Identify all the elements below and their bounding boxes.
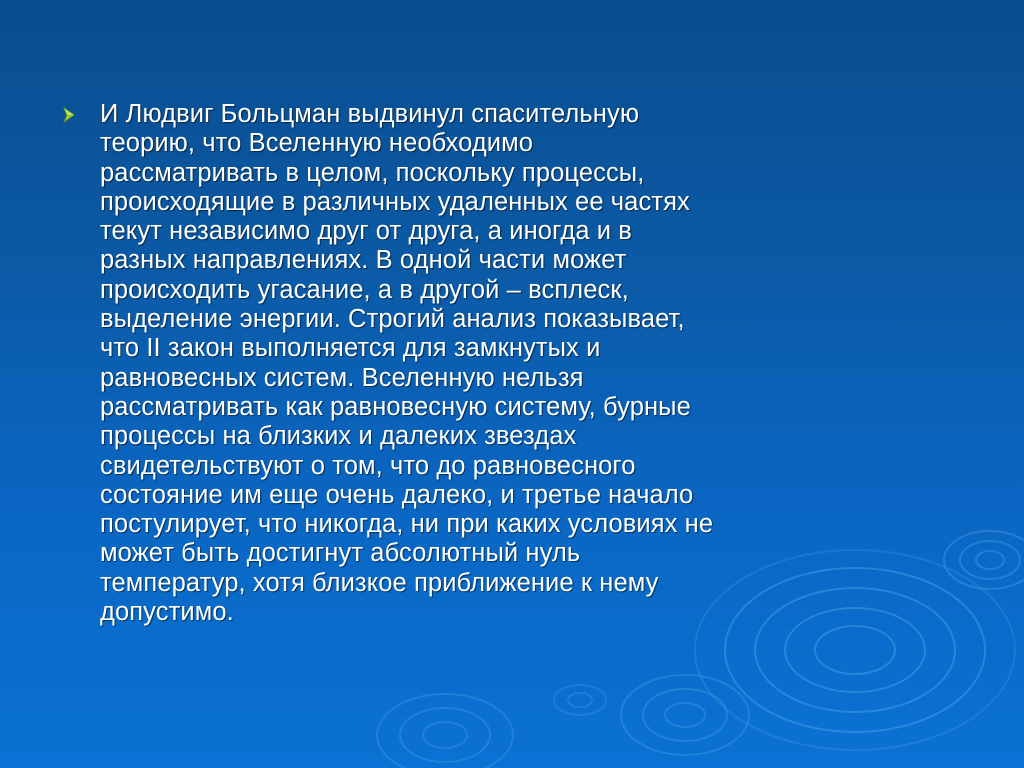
slide-content [62,100,862,627]
paragraph-text: И Людвиг Больцман выдвинул спасительную теорию, что Вселенную необходимо рассматривать в целом, поскольку процессы, происходящие в различных удаленных ее частях текут независимо друг от друга, а иногда и в разных направлениях. В одной части может происходить угасание, а в другой – всплеск, выделение энергии. Строгий анализ показывает, что II закон выполняется для замкнутых и равновесных систем. Вселенную нельзя рассматривать как равновесную систему, бурные процессы на близких и далеких звездах свидетельствуют о том, что до равновесного состояние им еще очень далеко, и третье начало постулирует, что никогда, ни при каких условиях не может быть достигнут абсолютный нуль температур, хотя близкое приближение к нему допустимо. [100,100,714,627]
chevron-right-icon [62,100,100,129]
bullet-item [62,100,862,627]
